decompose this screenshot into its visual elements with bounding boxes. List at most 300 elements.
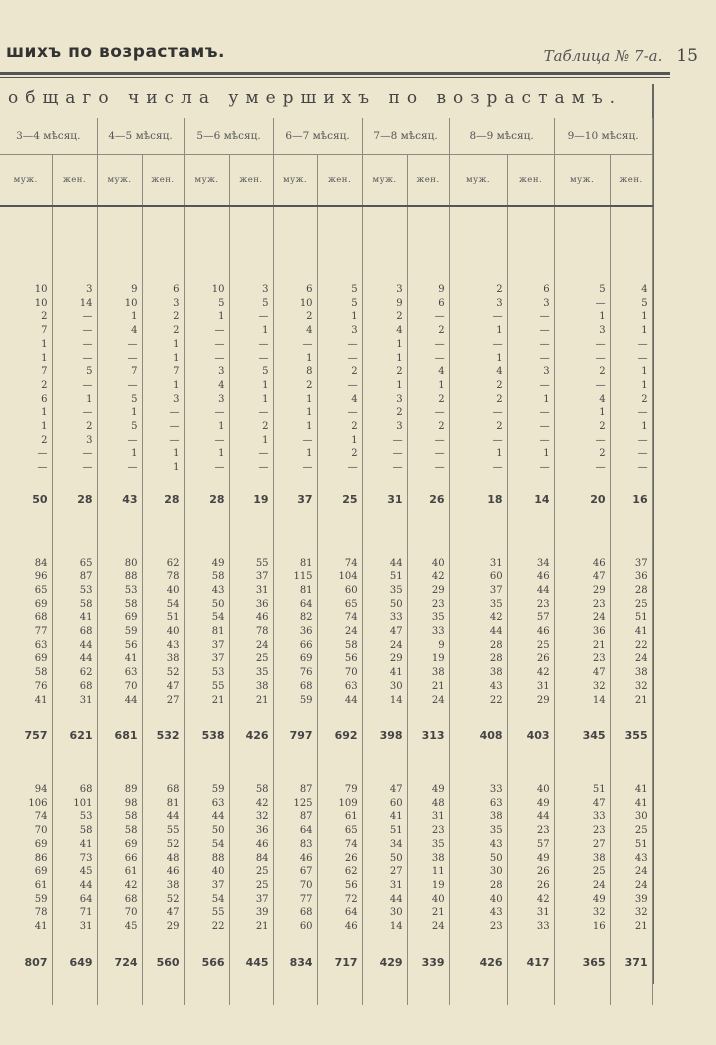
table-cell: 25 [554,865,610,879]
table-cell: — [142,420,184,434]
spacer-row [0,507,652,557]
table-cell: 23 [554,824,610,838]
table-cell: 69 [0,865,52,879]
table-cell: 46 [554,557,610,571]
table-cell: 101 [52,797,97,811]
table-cell: 47 [142,680,184,694]
table-cell: 96 [0,570,52,584]
table-cell: 66 [97,852,142,866]
table-cell: 68 [97,893,142,907]
table-cell: 46 [507,625,554,639]
male-column-header: муж. [449,155,507,207]
table-cell: 2 [449,379,507,393]
table-cell: — [52,461,97,475]
table-cell: 50 [362,598,407,612]
table-cell: 51 [362,824,407,838]
table-row [0,420,652,434]
table-cell: 1 [142,447,184,461]
male-column-header: муж. [184,155,229,207]
total-cell: 18 [449,493,507,507]
table-cell: — [52,379,97,393]
table-cell: 41 [0,694,52,708]
table-cell: — [184,434,229,448]
table-cell: 70 [97,906,142,920]
total-cell: 403 [507,729,554,743]
table-cell: 44 [97,694,142,708]
table-cell: 1 [407,379,449,393]
table-cell: 2 [610,393,652,407]
table-cell: 52 [142,838,184,852]
table-cell: 36 [273,625,317,639]
table-cell: 3 [52,283,97,297]
total-cell: 371 [610,956,652,970]
table-cell: 78 [142,570,184,584]
table-row [0,797,652,811]
table-row [0,906,652,920]
table-cell: 47 [554,797,610,811]
total-cell: 757 [0,729,52,743]
table-cell: 74 [317,611,362,625]
table-cell: 5 [229,297,273,311]
table-cell: — [407,310,449,324]
table-cell: 1 [610,420,652,434]
table-cell: 10 [0,297,52,311]
age-group-row [0,118,652,155]
table-cell: 4 [449,365,507,379]
table-cell: 61 [317,810,362,824]
table-cell: 104 [317,570,362,584]
table-cell: 82 [273,611,317,625]
table-cell: 30 [362,680,407,694]
table-cell: 32 [610,906,652,920]
table-cell: 1 [142,379,184,393]
table-cell: 3 [317,324,362,338]
total-cell: 19 [229,493,273,507]
table-cell: 52 [142,666,184,680]
total-cell: 445 [229,956,273,970]
table-cell: 64 [273,824,317,838]
table-cell: 1 [449,447,507,461]
table-cell: 70 [317,666,362,680]
table-cell: 69 [0,838,52,852]
table-row [0,447,652,461]
table-cell: 40 [407,557,449,571]
table-cell: 55 [184,680,229,694]
table-cell: — [0,461,52,475]
table-cell: 35 [449,598,507,612]
spacer-row [0,707,652,729]
table-cell: 87 [273,783,317,797]
table-row [0,310,652,324]
male-column-header: муж. [273,155,317,207]
table-cell: 4 [97,324,142,338]
table-cell: — [610,447,652,461]
table-cell: 6 [142,283,184,297]
table-cell: 3 [229,283,273,297]
table-cell: 55 [184,906,229,920]
table-cell: 53 [52,810,97,824]
total-cell: 566 [184,956,229,970]
table-cell: 24 [362,639,407,653]
table-cell: 26 [317,852,362,866]
table-cell: 2 [554,447,610,461]
table-cell: 5 [229,365,273,379]
table-cell: 69 [97,838,142,852]
table-cell: 51 [610,838,652,852]
table-cell: 1 [0,420,52,434]
table-cell: 3 [52,434,97,448]
table-cell: 37 [184,879,229,893]
table-body [0,206,652,1005]
table-cell: — [97,461,142,475]
table-cell: — [507,379,554,393]
table-cell: 22 [610,639,652,653]
table-cell: 59 [97,625,142,639]
table-cell: 43 [142,639,184,653]
table-cell: 53 [52,584,97,598]
table-cell: 46 [142,865,184,879]
table-cell: 2 [317,447,362,461]
table-cell: 37 [449,584,507,598]
table-cell: — [317,461,362,475]
table-cell: 44 [507,584,554,598]
table-cell: 33 [554,810,610,824]
table-cell: 10 [0,283,52,297]
table-cell: 24 [317,625,362,639]
sex-row [0,155,652,207]
table-cell: 33 [362,611,407,625]
table-cell: 72 [317,893,362,907]
table-cell: 109 [317,797,362,811]
table-cell: 1 [273,447,317,461]
table-cell: 2 [407,393,449,407]
table-cell: — [407,461,449,475]
total-cell: 26 [407,493,449,507]
table-cell: 65 [317,824,362,838]
table-cell: 58 [184,570,229,584]
table-cell: 68 [142,783,184,797]
table-cell: 66 [273,639,317,653]
table-cell: 33 [449,783,507,797]
female-column-header: жен. [317,155,362,207]
table-cell: 106 [0,797,52,811]
table-cell: 2 [273,310,317,324]
table-cell: 42 [97,879,142,893]
table-cell: 46 [317,920,362,934]
total-cell: 834 [273,956,317,970]
table-cell: 19 [407,652,449,666]
table-cell: 2 [0,434,52,448]
table-cell: 40 [407,893,449,907]
table-cell: 41 [362,666,407,680]
table-cell: 9 [407,283,449,297]
table-cell: 7 [0,324,52,338]
total-cell: 355 [610,729,652,743]
table-cell: 55 [142,824,184,838]
table-cell: 60 [273,920,317,934]
table-cell: — [52,324,97,338]
table-cell: 69 [97,611,142,625]
total-cell: 37 [273,493,317,507]
table-cell: 68 [52,783,97,797]
table-cell: 77 [273,893,317,907]
table-cell: — [52,447,97,461]
table-row [0,652,652,666]
table-cell: 6 [0,393,52,407]
table-cell: 68 [52,680,97,694]
table-cell: 44 [449,625,507,639]
total-cell: 398 [362,729,407,743]
female-column-header: жен. [142,155,184,207]
table-cell: 94 [0,783,52,797]
table-cell: 49 [407,783,449,797]
table-row [0,324,652,338]
table-cell: 9 [97,283,142,297]
table-cell: 2 [317,365,362,379]
table-cell: 60 [362,797,407,811]
table-cell: 50 [362,852,407,866]
table-cell: 70 [97,680,142,694]
total-cell: 426 [449,956,507,970]
table-cell: 76 [0,680,52,694]
age-group-header: 6—7 мѣсяц. [273,118,362,155]
table-cell: — [229,338,273,352]
table-cell: 43 [449,906,507,920]
table-cell: 2 [0,379,52,393]
table-cell: — [97,434,142,448]
table-cell: 58 [97,598,142,612]
table-cell: — [554,338,610,352]
table-cell: 23 [507,824,554,838]
table-cell: 58 [52,598,97,612]
table-cell: 1 [229,379,273,393]
female-column-header: жен. [507,155,554,207]
table-cell: 71 [52,906,97,920]
table-cell: 2 [0,310,52,324]
table-cell: 86 [0,852,52,866]
table-cell: 81 [184,625,229,639]
table-row [0,338,652,352]
table-cell: 2 [362,406,407,420]
table-cell: 125 [273,797,317,811]
table-cell: — [52,352,97,366]
table-cell: — [554,379,610,393]
table-cell: 70 [273,879,317,893]
table-cell: 63 [97,666,142,680]
table-cell: — [184,352,229,366]
table-cell: 63 [317,680,362,694]
table-row [0,783,652,797]
table-cell: 54 [184,838,229,852]
total-cell: 621 [52,729,97,743]
table-cell: 25 [229,879,273,893]
table-cell: — [184,461,229,475]
table-cell: — [507,352,554,366]
table-cell: 25 [610,824,652,838]
table-cell: 42 [229,797,273,811]
table-cell: 77 [0,625,52,639]
table-cell: 47 [142,906,184,920]
table-cell: 40 [184,865,229,879]
table-cell: 5 [97,420,142,434]
table-cell: — [449,310,507,324]
table-cell: 51 [610,611,652,625]
table-cell: 1 [610,379,652,393]
table-cell: 31 [52,694,97,708]
table-cell: 1 [610,310,652,324]
table-cell: 69 [0,652,52,666]
total-cell: 429 [362,956,407,970]
table-cell: 2 [449,283,507,297]
table-cell: 5 [610,297,652,311]
table-cell: 70 [0,824,52,838]
table-cell: 1 [449,324,507,338]
total-cell: 692 [317,729,362,743]
table-cell: 23 [449,920,507,934]
table-cell: — [273,434,317,448]
table-cell: — [449,338,507,352]
table-cell: 4 [610,283,652,297]
table-cell: 88 [184,852,229,866]
table-cell: 45 [52,865,97,879]
table-cell: 24 [407,920,449,934]
table-cell: 37 [229,570,273,584]
table-cell: 44 [317,694,362,708]
table-cell: — [554,297,610,311]
table-cell: — [507,406,554,420]
table-cell: 3 [184,393,229,407]
table-row [0,297,652,311]
table-cell: — [507,310,554,324]
total-row [0,729,652,743]
table-cell: 14 [362,920,407,934]
table-cell: — [449,406,507,420]
table-cell: — [0,447,52,461]
table-cell: 41 [610,797,652,811]
table-cell: 89 [97,783,142,797]
table-cell: 2 [317,420,362,434]
table-cell: 29 [407,584,449,598]
table-cell: 1 [554,406,610,420]
table-cell: 1 [229,393,273,407]
table-cell: — [610,434,652,448]
table-cell: 7 [97,365,142,379]
table-cell: 32 [229,810,273,824]
table-cell: 21 [229,694,273,708]
table-cell: 56 [97,639,142,653]
table-cell: 33 [507,920,554,934]
table-cell: 1 [362,379,407,393]
table-cell: 1 [229,324,273,338]
table-cell: 42 [407,570,449,584]
total-cell: 724 [97,956,142,970]
table-cell: 21 [610,694,652,708]
table-cell: 59 [184,783,229,797]
table-cell: 28 [449,879,507,893]
table-cell: 40 [449,893,507,907]
table-cell: — [273,461,317,475]
table-cell: — [362,447,407,461]
table-cell: 1 [229,434,273,448]
table-cell: 16 [554,920,610,934]
table-cell: 78 [229,625,273,639]
table-row [0,666,652,680]
table-row [0,611,652,625]
table-cell: 62 [52,666,97,680]
total-cell: 28 [142,493,184,507]
table-cell: 10 [97,297,142,311]
table-cell: 37 [184,652,229,666]
table-cell: 48 [407,797,449,811]
table-cell: 29 [507,694,554,708]
table-cell: 115 [273,570,317,584]
table-cell: 47 [362,625,407,639]
table-cell: 56 [317,652,362,666]
table-cell: 50 [184,598,229,612]
male-column-header: муж. [362,155,407,207]
table-cell: 35 [407,838,449,852]
table-cell: 87 [52,570,97,584]
running-header: шихъ по возрастамъ. [6,42,225,62]
age-group-header: 7—8 мѣсяц. [362,118,449,155]
table-cell: 63 [0,639,52,653]
table-cell: 45 [97,920,142,934]
table-cell: — [317,338,362,352]
table-cell: 58 [97,810,142,824]
table-cell: 30 [610,810,652,824]
table-cell: 24 [554,611,610,625]
table-cell: 48 [142,852,184,866]
table-cell: 6 [273,283,317,297]
table-cell: 31 [362,879,407,893]
table-cell: 3 [507,297,554,311]
table-cell: 65 [317,598,362,612]
table-cell: 14 [52,297,97,311]
table-cell: 80 [97,557,142,571]
total-cell: 50 [0,493,52,507]
table-cell: 58 [97,824,142,838]
table-cell: 79 [317,783,362,797]
table-cell: — [507,324,554,338]
table-cell: 46 [507,570,554,584]
table-cell: — [184,338,229,352]
spacer-row [0,969,652,1005]
table-cell: — [229,461,273,475]
table-cell: 21 [407,906,449,920]
female-column-header: жен. [52,155,97,207]
total-cell: 681 [97,729,142,743]
table-cell: 38 [142,879,184,893]
table-cell: 22 [184,920,229,934]
table-cell: 2 [449,420,507,434]
table-cell: 2 [449,393,507,407]
table-cell: — [507,434,554,448]
table-cell: 27 [142,694,184,708]
table-cell: 21 [184,694,229,708]
table-cell: 31 [407,810,449,824]
table-cell: 32 [554,680,610,694]
table-cell: 8 [273,365,317,379]
table-cell: 60 [317,584,362,598]
total-cell: 797 [273,729,317,743]
table-cell: 54 [142,598,184,612]
table-cell: — [184,406,229,420]
table-cell: 1 [184,310,229,324]
table-cell: — [610,338,652,352]
table-cell: 24 [554,879,610,893]
table-cell: 44 [507,810,554,824]
table-cell: 65 [52,557,97,571]
